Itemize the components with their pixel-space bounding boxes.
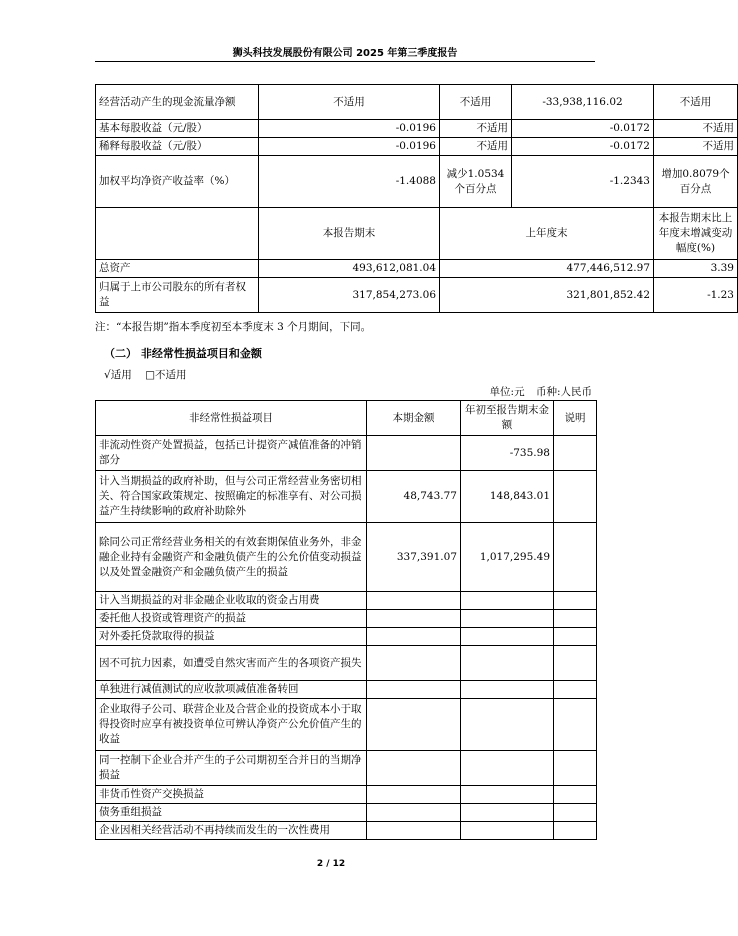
- cell-value: -33,938,116.02: [512, 85, 654, 120]
- cell-value: [367, 822, 461, 840]
- row-label: 经营活动产生的现金流量净额: [96, 85, 259, 120]
- cell-value: 148,843.01: [461, 471, 554, 523]
- cell-value: 不适用: [440, 138, 512, 156]
- table-subheader-row: [96, 208, 738, 260]
- table-row: [96, 523, 597, 592]
- cell-value: [367, 628, 461, 646]
- non-recurring-items-table: [95, 400, 597, 840]
- item-cell: 同一控制下企业合并产生的子公司期初至合并日的当期净损益: [96, 751, 367, 786]
- item-cell: 企业因相关经营活动不再持续而发生的一次性费用: [96, 822, 367, 840]
- item-cell: 因不可抗力因素，如遭受自然灾害而产生的各项资产损失: [96, 646, 367, 681]
- cell-note: [554, 628, 597, 646]
- cell-value: [367, 592, 461, 610]
- cell-value: 3.39: [654, 260, 738, 278]
- table-row: [96, 699, 597, 751]
- cell-value: [367, 699, 461, 751]
- table-row: [96, 646, 597, 681]
- column-header: 上年度末: [440, 208, 654, 260]
- item-cell: 委托他人投资或管理资产的损益: [96, 610, 367, 628]
- table-header-row: [96, 401, 597, 436]
- not-applicable-checkbox[interactable]: □不适用: [145, 369, 187, 381]
- cell-value: 增加0.8079个百分点: [654, 156, 738, 208]
- unit-line: [482, 384, 592, 399]
- cell-value: [461, 610, 554, 628]
- cell-value: -1.23: [654, 278, 738, 313]
- column-header: 说明: [554, 401, 597, 436]
- cell-value: 48,743.77: [367, 471, 461, 523]
- cell-value: -0.0172: [512, 120, 654, 138]
- cell-note: [554, 751, 597, 786]
- cell-value: [367, 610, 461, 628]
- column-header: 本报告期末比上年度末增减变动幅度(%): [654, 208, 738, 260]
- cell-value: [461, 628, 554, 646]
- unit-label: 单位:元: [489, 386, 525, 398]
- currency-label: 币种:人民币: [535, 386, 592, 398]
- cell-note: [554, 804, 597, 822]
- cell-value: 477,446,512.97: [440, 260, 654, 278]
- item-cell: 企业取得子公司、联营企业及合营企业的投资成本小于取得投资时应享有被投资单位可辨认净资产公允价值产生的收益: [96, 699, 367, 751]
- cell-value: 不适用: [654, 120, 738, 138]
- column-header: 本期金额: [367, 401, 461, 436]
- cell-value: [367, 646, 461, 681]
- cell-value: [461, 699, 554, 751]
- item-cell: 除同公司正常经营业务相关的有效套期保值业务外，非金融企业持有金融资产和金融负债产生的公允价值变动损益以及处置金融资产和金融负债产生的损益: [96, 523, 367, 592]
- table-row: [96, 786, 597, 804]
- cell-value: 不适用: [654, 138, 738, 156]
- cell-value: 减少1.0534个百分点: [440, 156, 512, 208]
- cell-value: 321,801,852.42: [440, 278, 654, 313]
- page-number: 2 / 12: [316, 859, 346, 869]
- cell-value: -1.4088: [259, 156, 440, 208]
- row-label: 稀释每股收益（元/股）: [96, 138, 259, 156]
- cell-value: [461, 646, 554, 681]
- cell-value: 不适用: [440, 120, 512, 138]
- table-row: [96, 804, 597, 822]
- cell-value: -735.98: [461, 436, 554, 471]
- row-label: 总资产: [96, 260, 259, 278]
- blank-cell: [96, 208, 259, 260]
- cell-value: 不适用: [440, 85, 512, 120]
- column-header: 非经常性损益项目: [96, 401, 367, 436]
- table-row: [96, 471, 597, 523]
- row-label: 基本每股收益（元/股）: [96, 120, 259, 138]
- table-row: [96, 751, 597, 786]
- cell-note: [554, 699, 597, 751]
- cell-value: 493,612,081.04: [259, 260, 440, 278]
- section-title: （二） 非经常性损益项目和金额: [104, 347, 262, 360]
- cell-note: [554, 681, 597, 699]
- cell-value: -1.2343: [512, 156, 654, 208]
- cell-value: 337,391.07: [367, 523, 461, 592]
- table-row: [96, 156, 738, 208]
- table-row: [96, 120, 738, 138]
- footnote: 注：“本报告期”指本季度初至本季度末 3 个月期间，下同。: [95, 321, 372, 333]
- cell-value: 317,854,273.06: [259, 278, 440, 313]
- cell-note: [554, 646, 597, 681]
- cell-note: [554, 786, 597, 804]
- item-cell: 非货币性资产交换损益: [96, 786, 367, 804]
- column-header: 年初至报告期末金额: [461, 401, 554, 436]
- cell-value: [461, 681, 554, 699]
- table-row: [96, 85, 738, 120]
- cell-value: [461, 786, 554, 804]
- cell-value: [367, 804, 461, 822]
- cell-note: [554, 523, 597, 592]
- cell-value: -0.0196: [259, 138, 440, 156]
- table-row: [96, 592, 597, 610]
- table-row: [96, 610, 597, 628]
- item-cell: 债务重组损益: [96, 804, 367, 822]
- row-label: 归属于上市公司股东的所有者权益: [96, 278, 259, 313]
- applicability-options: [104, 367, 187, 382]
- cell-value: 1,017,295.49: [461, 523, 554, 592]
- cell-note: [554, 592, 597, 610]
- item-cell: 非流动性资产处置损益，包括已计提资产减值准备的冲销部分: [96, 436, 367, 471]
- cell-value: [461, 804, 554, 822]
- table-row: [96, 628, 597, 646]
- key-financial-table: [95, 84, 738, 313]
- cell-value: [367, 436, 461, 471]
- cell-value: [461, 751, 554, 786]
- cell-value: [461, 592, 554, 610]
- header-divider: [95, 61, 595, 62]
- cell-value: 不适用: [259, 85, 440, 120]
- table-row: [96, 138, 738, 156]
- cell-note: [554, 822, 597, 840]
- cell-note: [554, 610, 597, 628]
- item-cell: 单独进行减值测试的应收款项减值准备转回: [96, 681, 367, 699]
- cell-value: -0.0196: [259, 120, 440, 138]
- table-row: [96, 822, 597, 840]
- cell-note: [554, 436, 597, 471]
- cell-value: -0.0172: [512, 138, 654, 156]
- row-label: 加权平均净资产收益率（%）: [96, 156, 259, 208]
- document-header: 狮头科技发展股份有限公司 2025 年第三季度报告: [232, 48, 458, 59]
- cell-note: [554, 471, 597, 523]
- table-row: [96, 681, 597, 699]
- cell-value: [367, 751, 461, 786]
- item-cell: 计入当期损益的对非金融企业收取的资金占用费: [96, 592, 367, 610]
- table-row: [96, 260, 738, 278]
- cell-value: [461, 822, 554, 840]
- cell-value: 不适用: [654, 85, 738, 120]
- column-header: 本报告期末: [259, 208, 440, 260]
- cell-value: [367, 681, 461, 699]
- table-row: [96, 278, 738, 313]
- table-row: [96, 436, 597, 471]
- applicable-checkbox[interactable]: √适用: [104, 369, 132, 381]
- item-cell: 计入当期损益的政府补助，但与公司正常经营业务密切相关、符合国家政策规定、按照确定的标准享有、对公司损益产生持续影响的政府补助除外: [96, 471, 367, 523]
- item-cell: 对外委托贷款取得的损益: [96, 628, 367, 646]
- cell-value: [367, 786, 461, 804]
